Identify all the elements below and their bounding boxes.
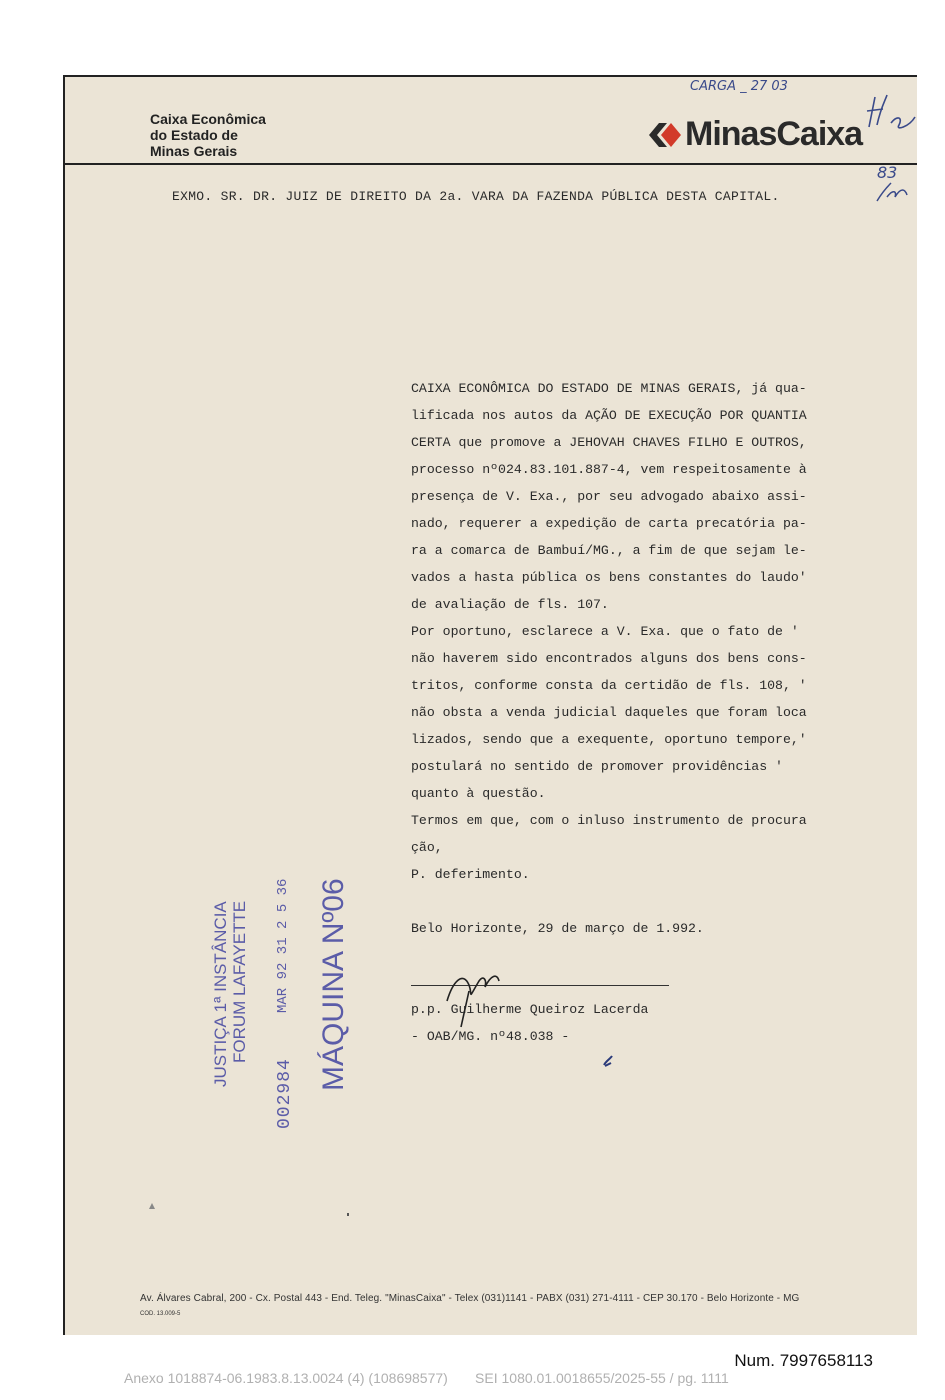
body-line: lificada nos autos da AÇÃO DE EXECUÇÃO POR QUANTIA [411, 408, 807, 423]
body-line: lizados, sendo que a exequente, oportuno tempore,' [411, 732, 807, 747]
signer-oab: - OAB/MG. nº48.038 - [411, 1029, 570, 1044]
body-line: nado, requerer a expedição de carta precatória pa- [411, 516, 807, 531]
header-rule [65, 163, 917, 165]
body-line: presença de V. Exa., por seu advogado abaixo assi- [411, 489, 807, 504]
small-triangle-mark [149, 1203, 155, 1209]
ink-mark-icon [601, 1053, 615, 1069]
body-line: CAIXA ECONÔMICA DO ESTADO DE MINAS GERAIS, já qua- [411, 381, 807, 396]
body-line: de avaliação de fls. 107. [411, 597, 609, 612]
top-border [65, 75, 917, 77]
body-line: processo nº024.83.101.887-4, vem respeitosamente à [411, 462, 807, 477]
body-line: ção, [411, 840, 443, 855]
org-line-1: Caixa Econômica [150, 111, 266, 127]
document-page [63, 75, 917, 1335]
org-line-3: Minas Gerais [150, 143, 238, 159]
handwritten-rubric-icon [873, 179, 913, 207]
court-stamp-line1: JUSTIÇA 1ª INSTÂNCIA [211, 901, 230, 1087]
body-line: não obsta a venda judicial daqueles que foram loca [411, 705, 807, 720]
footer-code: COD. 13.009-5 [140, 1311, 181, 1317]
org-line-2: do Estado de [150, 127, 238, 143]
body-line: Por oportuno, esclarece a V. Exa. que o fato de ' [411, 624, 799, 639]
body-line: ra a comarca de Bambuí/MG., a fim de que sejam le- [411, 543, 807, 558]
organization-name [150, 111, 266, 159]
signer-name: p.p. Guilherme Queiroz Lacerda [411, 1002, 649, 1017]
machine-number-stamp: MÁQUINA Nº06 [317, 878, 350, 1091]
footer-address: Av. Álvares Cabral, 200 - Cx. Postal 443 - End. Teleg. "MinasCaixa" - Telex (031)1141 - PABX (031) 271-4111 - CEP 30.170 - Belo Horizonte - MG [140, 1293, 800, 1304]
annex-reference: Anexo 1018874-06.1983.8.13.0024 (4) (108698577) SEI 1080.01.0018655/2025-55 / pg. 1111 [124, 1370, 729, 1386]
body-line: CERTA que promove a JEHOVAH CHAVES FILHO E OUTROS, [411, 435, 807, 450]
body-line: postulará no sentido de promover providências ' [411, 759, 783, 774]
minascaixa-logo [647, 115, 862, 154]
court-stamp-line2: FORUM LAFAYETTE [230, 900, 249, 1063]
handwritten-reference: CARGA _ 27 03 [690, 79, 788, 94]
body-line: tritos, conforme consta da certidão de fls. 108, ' [411, 678, 807, 693]
handwritten-page-number: 83 [877, 163, 898, 182]
protocol-number-stamp: 002984 [275, 1058, 295, 1129]
handwritten-initials-icon [863, 87, 923, 147]
protocol-date-stamp: MAR 92 31 2 5 36 [275, 878, 291, 1013]
body-line: vados a hasta pública os bens constantes do laudo' [411, 570, 807, 585]
handwritten-signature-icon [439, 961, 519, 1031]
addressee-line: EXMO. SR. DR. JUIZ DE DIREITO DA 2a. VARA DA FAZENDA PÚBLICA DESTA CAPITAL. [172, 189, 780, 204]
dot-mark [347, 1213, 349, 1216]
body-line: P. deferimento. [411, 867, 530, 882]
petition-body [411, 375, 851, 1050]
body-line: quanto à questão. [411, 786, 546, 801]
brand-name: MinasCaixa [685, 115, 863, 153]
body-line: não haverem sido encontrados alguns dos bens cons- [411, 651, 807, 666]
document-number: Num. 7997658113 [734, 1351, 873, 1370]
body-line: Termos em que, com o inluso instrumento de procura [411, 813, 807, 828]
date-line: Belo Horizonte, 29 de março de 1.992. [411, 921, 704, 936]
logo-mark-icon [647, 119, 683, 151]
